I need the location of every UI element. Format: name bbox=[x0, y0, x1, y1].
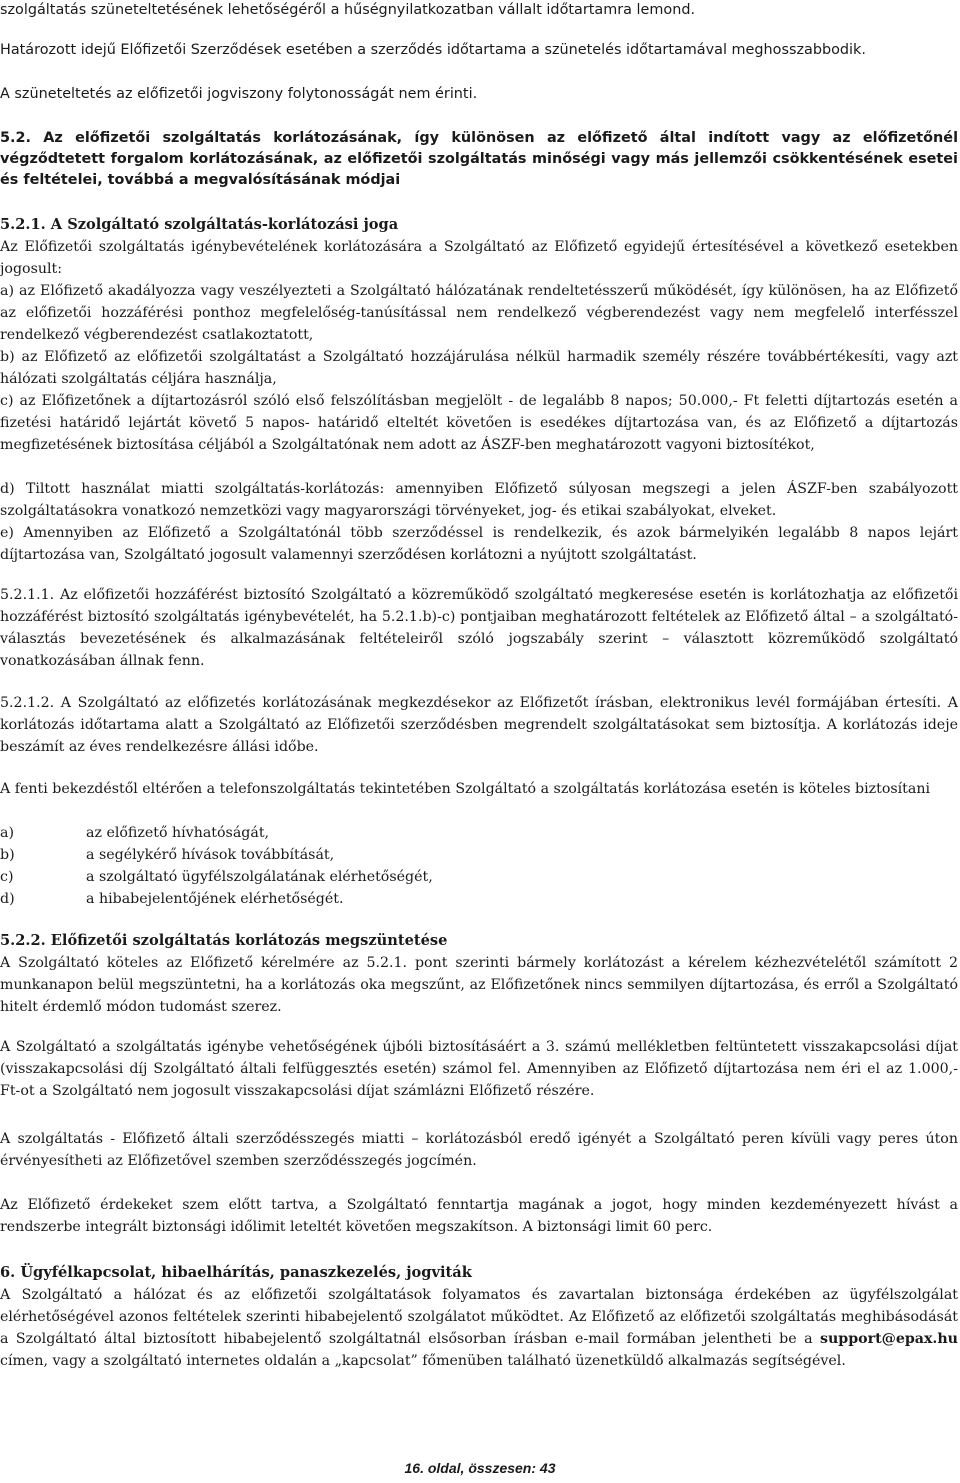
intro-line-2: Határozott idejű Előfizetői Szerződések esetében a szerződés időtartama a szünetelés időtartamával meghosszabbodik. bbox=[0, 42, 866, 58]
list-item-a: a) az Előfizető akadályozza vagy veszélyezteti a Szolgáltató hálózatának rendeltetésszerű működését, így különösen, ha az Előfizető az előfizetői hozzáférési ponthoz megfelelőség-tanúsítással nem rendelkező végberendezést vagy nem megfelelő interfésszel rendelkező végberendezést csatlakoztatott, bbox=[0, 283, 958, 343]
section-5-2-1-1: 5.2.1.1. Az előfizetői hozzáférést biztosító Szolgáltató a közreműködő szolgáltató megkeresése esetén is korlátozhatja az előfizetői hozzáférést biztosító szolgáltatás igénybevételét, ha 5.2.1.b)-c) pontjaiban meghatározott feltételek az Előfizető által – a szolgáltató-választás bevezetésének és alkalmazásának feltételeiről szóló jogszabály szerint – választott közreműködő szolgáltató vonatkozásában állnak fenn. bbox=[0, 587, 958, 669]
section-6-paragraph bbox=[0, 1284, 958, 1372]
section-6-text: A Szolgáltató a hálózat és az előfizetői szolgáltatások folyamatos és zavartalan biztonsága érdekében az ügyfélszolgálat elérhetőségével azonos feltételek szerinti hibabejelentő szolgálatot működtet. Az Előfizető az előfizetői szolgáltatás meghibásodását a Szolgáltató által biztosított hibabejelentő szolgáltatnál elsősorban írásban e-mail formában jelentheti be a bbox=[0, 1287, 958, 1347]
section-5-2-1-intro: Az Előfizetői szolgáltatás igénybevételének korlátozására a Szolgáltató az Előfizető egyidejű értesítésével a következő esetekben jogosult: bbox=[0, 239, 958, 277]
page-footer: 16. oldal, összesen: 43 bbox=[404, 1460, 556, 1476]
section-5-2-2-p2: A Szolgáltató a szolgáltatás igénybe vehetőségének újbóli biztosításáért a 3. számú mellékletben feltüntetett visszakapcsolási díjat (visszakapcsolási díj Szolgáltató általi felfüggesztés esetén) számol fel. Amennyiben az Előfizető díjtartozása nem éri el az 1.000,- Ft-ot a Szolgáltató nem jogosult visszakapcsolási díjat számlázni Előfizető részére. bbox=[0, 1039, 958, 1099]
section-5-2-heading bbox=[0, 128, 958, 191]
support-email: support@epax.hu bbox=[820, 1331, 958, 1347]
section-5-2-2-p4: Az Előfizető érdekeket szem előtt tartva, a Szolgáltató fenntartja magának a jogot, hogy minden kezdeményezett hívást a rendszerbe integrált biztonsági időlimit leteltét követően megszakítson. A biztonsági limit 60 perc. bbox=[0, 1197, 958, 1235]
intro-line-1: szolgáltatás szüneteltetésének lehetőségéről a hűségnyilatkozatban vállalt időtartamra lemond. bbox=[0, 2, 696, 18]
list-item-e: e) Amennyiben az Előfizető a Szolgáltatónál több szerződéssel is rendelkezik, és azok bármelyikén legalább 8 napos lejárt díjtartozása van, Szolgáltató jogosult valamennyi szerződésen korlátozni a nyújtott szolgáltatást. bbox=[0, 525, 958, 563]
list-item-label: b) bbox=[0, 847, 15, 863]
telephone-exception-text: A fenti bekezdéstől eltérően a telefonszolgáltatás tekintetében Szolgáltató a szolgáltatás korlátozása esetén is köteles biztosítani bbox=[0, 781, 931, 797]
intro-line-3: A szüneteltetés az előfizetői jogviszony folytonosságát nem érinti. bbox=[0, 86, 478, 102]
section-5-2-2-p1: A Szolgáltató köteles az Előfizető kérelmére az 5.2.1. pont szerinti bármely korlátozást a kérelem kézhezvételétől számított 2 munkanapon belül megszüntetni, ha a korlátozás oka megszűnt, az Előfizetőnek nincs semmilyen díjtartozása, és erről a Szolgáltató hitelt érdemlő módon tudomást szerez. bbox=[0, 955, 958, 1015]
list-item-text: a szolgáltató ügyfélszolgálatának elérhetőségét, bbox=[86, 869, 433, 885]
list-item-label: a) bbox=[0, 825, 14, 841]
section-5-2-2-p3: A szolgáltatás - Előfizető általi szerződésszegés miatti – korlátozásból eredő igényét a Szolgáltató peren kívüli vagy peres úton érvényesítheti az Előfizetővel szemben szerződésszegés jogcímén. bbox=[0, 1131, 958, 1169]
list-item-text: a segélykérő hívások továbbítását, bbox=[86, 847, 335, 863]
list-item-c: c) az Előfizetőnek a díjtartozásról szóló első felszólításban megjelölt - de legalább 8 napos; 50.000,- Ft feletti díjtartozás esetén a fizetési határidő lejártát követő 5 napos- határidő elteltét követően is esedékes díjtartozása van, és az Előfizető a díjtartozás megfizetésének biztosítása céljából a Szolgáltatónak nem adott az ÁSZF-ben meghatározott vagyoni biztosítékot, bbox=[0, 393, 958, 453]
list-item-text: az előfizető hívhatóságát, bbox=[86, 825, 270, 841]
section-title: Az előfizetői szolgáltatás korlátozásának, így különösen az előfizető által indított vagy az előfizetőnél végződtetett forgalom korlátozásának, az előfizetői szolgáltatás minőségi vagy más jellemzői csökkentésének esetei és feltételei, továbbá a megvalósításának módjai bbox=[0, 130, 958, 188]
list-item-label: c) bbox=[0, 869, 14, 885]
list-item-d: d) Tiltott használat miatti szolgáltatás-korlátozás: amennyiben Előfizető súlyosan megszegi a jelen ÁSZF-ben szabályozott szolgáltatásokra vonatkozó nemzetközi vagy magyarországi törvényeket, jog- és etikai szabályokat, elveket. bbox=[0, 481, 958, 519]
list-item-b: b) az Előfizető az előfizetői szolgáltatást a Szolgáltató hozzájárulása nélkül harmadik személy részére továbbértékesíti, vagy azt hálózati szolgáltatás céljára használja, bbox=[0, 349, 958, 387]
section-5-2-2-heading: 5.2.2. Előfizetői szolgáltatás korlátozás megszüntetése bbox=[0, 932, 448, 949]
list-item-label: d) bbox=[0, 891, 15, 907]
list-item bbox=[0, 844, 900, 866]
list-item-text: a hibabejelentőjének elérhetőségét. bbox=[86, 891, 344, 907]
section-5-2-1-2: 5.2.1.2. A Szolgáltató az előfizetés korlátozásának megkezdésekor az Előfizetőt írásban, elektronikus levél formájában értesíti. A korlátozás időtartama alatt a Szolgáltató az Előfizetői szerződésben megrendelt szolgáltatásokat sem biztosítja. A korlátozás ideje beszámít az éves rendelkezésre állási időbe. bbox=[0, 695, 958, 755]
section-5-2-1-heading: 5.2.1. A Szolgáltató szolgáltatás-korlátozási joga bbox=[0, 216, 399, 233]
section-6-text-end: címen, vagy a szolgáltató internetes oldalán a „kapcsolat” főmenüben található üzenetküldő alkalmazás segítségével. bbox=[0, 1353, 846, 1369]
section-6-heading: 6. Ügyfélkapcsolat, hibaelhárítás, panaszkezelés, jogviták bbox=[0, 1264, 472, 1281]
section-number: 5.2. bbox=[0, 130, 31, 146]
list-item bbox=[0, 822, 900, 844]
list-item bbox=[0, 888, 900, 910]
list-item bbox=[0, 866, 900, 888]
